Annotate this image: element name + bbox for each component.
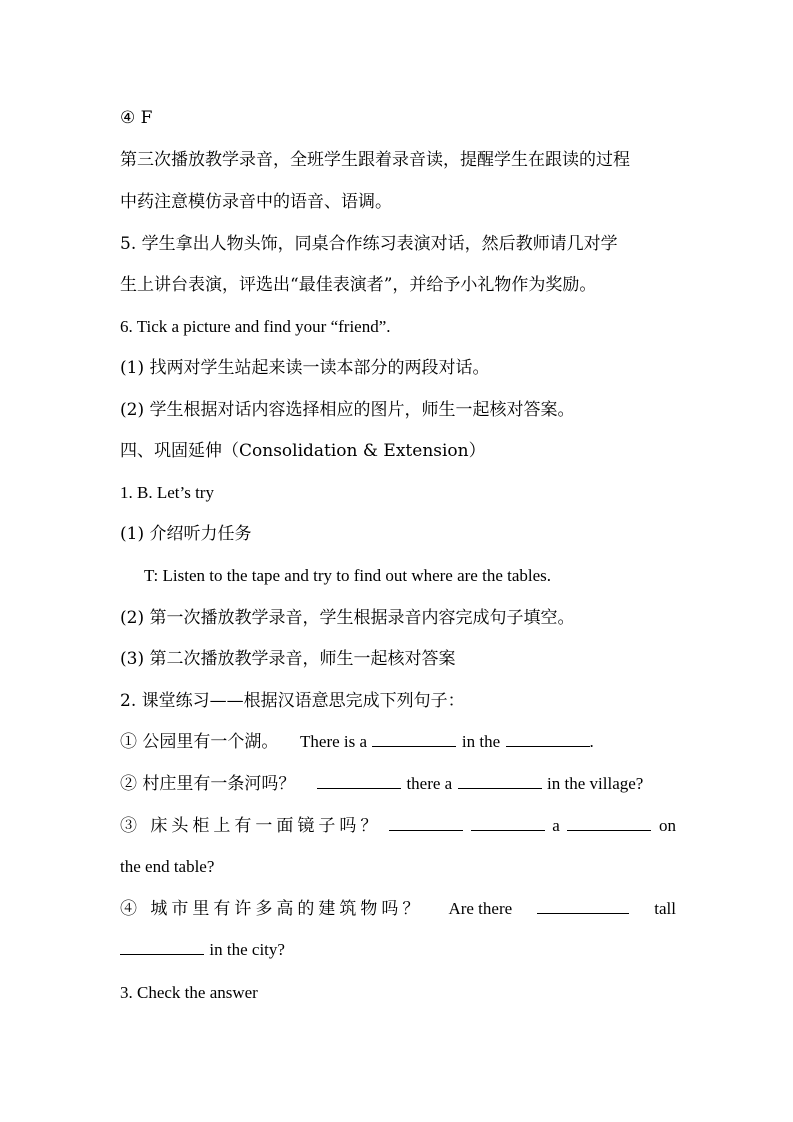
section-heading: 6. Tick a picture and find your “friend”. bbox=[120, 317, 391, 336]
exercise-text: the end table? bbox=[120, 857, 215, 876]
teacher-line: T: Listen to the tape and try to find out where are the tables. bbox=[144, 566, 552, 585]
text-line: 2. 课堂练习——根据汉语意思完成下列句子： bbox=[120, 691, 465, 711]
exercise-text: There is a bbox=[300, 732, 368, 751]
exercise-text: on bbox=[659, 816, 676, 835]
answer-blank[interactable] bbox=[458, 772, 542, 789]
section-heading: 1. B. Let’s try bbox=[120, 483, 214, 502]
text-line: (2) 学生根据对话内容选择相应的图片，师生一起核对答案。 bbox=[120, 400, 575, 420]
section-heading: 3. Check the answer bbox=[120, 983, 258, 1002]
text-line: (1) 找两对学生站起来读一读本部分的两段对话。 bbox=[120, 358, 490, 378]
exercise-text: in the village? bbox=[547, 774, 644, 793]
exercise-text: . bbox=[589, 732, 594, 751]
text-line: ④ F bbox=[120, 108, 153, 128]
answer-blank[interactable] bbox=[389, 814, 463, 831]
answer-blank[interactable] bbox=[567, 814, 651, 831]
text-line: (1) 介绍听力任务 bbox=[120, 524, 252, 544]
answer-blank[interactable] bbox=[537, 897, 629, 914]
exercise-item bbox=[120, 897, 676, 921]
text-line: 5. 学生拿出人物头饰，同桌合作练习表演对话，然后教师请几对学 bbox=[120, 234, 618, 254]
exercise-text: Are there bbox=[448, 899, 513, 918]
exercise-chinese: ③ 床头柜上有一面镜子吗？ bbox=[120, 816, 382, 836]
exercise-item bbox=[120, 814, 676, 838]
exercise-text: there a bbox=[406, 774, 453, 793]
exercise-chinese: ④ 城市里有许多高的建筑物吗？ bbox=[120, 899, 424, 919]
exercise-text: in the city? bbox=[209, 940, 285, 959]
exercise-text: a bbox=[552, 816, 560, 835]
exercise-item bbox=[120, 730, 676, 754]
answer-blank[interactable] bbox=[317, 772, 401, 789]
section-heading: 四、巩固延伸（Consolidation & Extension） bbox=[120, 441, 486, 461]
text-line: 生上讲台表演，评选出“最佳表演者”，并给予小礼物作为奖励。 bbox=[120, 275, 597, 295]
text-line: (3) 第二次播放教学录音，师生一起核对答案 bbox=[120, 649, 456, 669]
text-line: 中药注意模仿录音中的语音、语调。 bbox=[120, 192, 392, 212]
answer-blank[interactable] bbox=[372, 730, 456, 747]
answer-blank[interactable] bbox=[471, 814, 545, 831]
exercise-chinese: ① 公园里有一个湖。 bbox=[120, 732, 279, 752]
answer-blank[interactable] bbox=[506, 730, 590, 747]
text-line: (2) 第一次播放教学录音，学生根据录音内容完成句子填空。 bbox=[120, 608, 575, 628]
answer-blank[interactable] bbox=[120, 938, 204, 955]
exercise-text: in the bbox=[461, 732, 501, 751]
exercise-item bbox=[120, 772, 676, 796]
exercise-chinese: ② 村庄里有一条河吗？ bbox=[120, 774, 296, 794]
text-line: 第三次播放教学录音，全班学生跟着录音读，提醒学生在跟读的过程 bbox=[120, 150, 630, 170]
exercise-item bbox=[120, 938, 676, 962]
exercise-text: tall bbox=[654, 899, 676, 918]
